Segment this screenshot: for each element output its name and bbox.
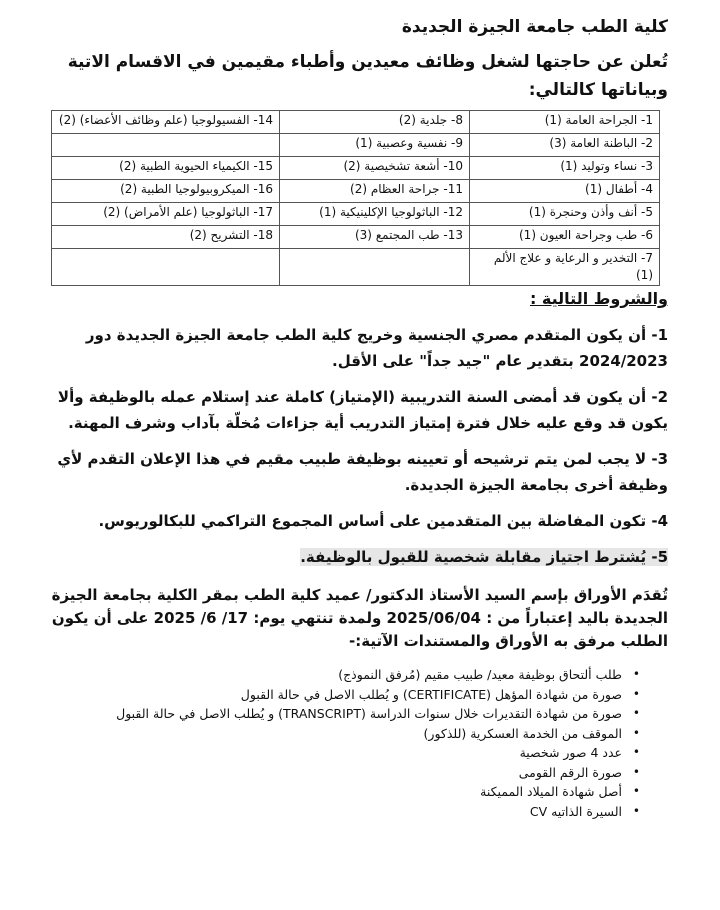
list-item-text: طلب ألتحاق بوظيفة معيد/ طبيب مقيم (مُرفق النموذج) bbox=[338, 667, 622, 682]
bullet-icon: • bbox=[632, 686, 640, 701]
condition-item: 3- لا يجب لمن يتم ترشيحه أو تعيينه بوظيفة طبيب مقيم في هذا الإعلان التقدم لأي وظيفة أخرى بجامعة الجيزة الجديدة. bbox=[57, 450, 668, 494]
table-cell bbox=[52, 134, 280, 157]
bullet-icon: • bbox=[632, 803, 640, 818]
conditions-heading: والشروط التالية : bbox=[529, 289, 668, 308]
table-cell: 12- الباثولوجيا الإكلينيكية (1) bbox=[280, 203, 470, 226]
list-item bbox=[48, 743, 640, 763]
table-row bbox=[52, 180, 660, 203]
table-cell: 13- طب المجتمع (3) bbox=[280, 226, 470, 249]
list-item bbox=[48, 704, 640, 724]
list-item bbox=[48, 685, 640, 705]
condition-highlight: 5- يُشترط اجتياز مقابلة شخصية للقبول بالوظيفة. bbox=[300, 548, 668, 566]
list-item bbox=[48, 782, 640, 802]
table-cell: 9- نفسية وعصبية (1) bbox=[280, 134, 470, 157]
table-cell: 8- جلدية (2) bbox=[280, 111, 470, 134]
list-item-text: صورة من شهادة المؤهل (CERTIFICATE) و يُطلب الاصل في حالة القبول bbox=[240, 686, 622, 702]
list-item bbox=[48, 763, 640, 783]
table-cell: 15- الكيمياء الحيوية الطبية (2) bbox=[52, 157, 280, 180]
required-documents-list bbox=[48, 665, 668, 821]
table-cell: 4- أطفال (1) bbox=[470, 180, 660, 203]
list-item-text: صورة الرقم القومى bbox=[518, 764, 622, 780]
condition-item: 1- أن يكون المتقدم مصري الجنسية وخريج كلية الطب جامعة الجيزة الجديدة دور 2024/2023 بتقدير عام "جيد جداً" على الأقل. bbox=[85, 326, 668, 370]
list-item bbox=[48, 724, 640, 744]
announcement-intro: تُعلن عن حاجتها لشغل وظائف معيدين وأطباء مقيمين في الاقسام الاتية وبياناتها كالتالي: bbox=[67, 52, 668, 100]
table-row bbox=[52, 157, 660, 180]
condition-item bbox=[48, 544, 668, 570]
table-row bbox=[52, 226, 660, 249]
table-cell: 16- الميكروبيولوجيا الطبية (2) bbox=[52, 180, 280, 203]
list-item-text: صورة من شهادة التقديرات خلال سنوات الدراسة (TRANSCRIPT) و يُطلب الاصل في حالة القبول bbox=[116, 706, 622, 721]
bullet-icon: • bbox=[632, 745, 640, 759]
table-cell: 5- أنف وأذن وحنجرة (1) bbox=[470, 203, 660, 226]
table-cell: 1- الجراحة العامة (1) bbox=[470, 111, 660, 134]
table-cell: 6- طب وجراحة العيون (1) bbox=[470, 226, 660, 249]
bullet-icon: • bbox=[632, 784, 640, 798]
table-cell: 17- الباثولوجيا (علم الأمراض) (2) bbox=[52, 203, 280, 226]
table-cell: 3- نساء وتوليد (1) bbox=[470, 157, 660, 180]
table-cell: 10- أشعة تشخيصية (2) bbox=[280, 157, 470, 180]
list-item bbox=[48, 802, 640, 822]
table-cell: 14- الفسيولوجيا (علم وظائف الأعضاء) (2) bbox=[52, 111, 280, 134]
bullet-icon: • bbox=[632, 725, 640, 740]
bullet-icon: • bbox=[632, 667, 640, 681]
bullet-icon: • bbox=[632, 706, 640, 720]
list-item bbox=[48, 665, 640, 685]
table-row bbox=[52, 203, 660, 226]
table-row bbox=[52, 134, 660, 157]
table-cell: 18- التشريح (2) bbox=[52, 226, 280, 249]
table-cell: 11- جراحة العظام (2) bbox=[280, 180, 470, 203]
submission-paragraph: تُقدَم الأوراق بإسم السيد الأستاذ الدكتور/ عميد كلية الطب بمقر الكلية بجامعة الجيزة الجديدة باليد إعتباراً من : 2025/06/04 ولمدة تنتهي يوم: 17/ 6/ 2025 على أن يكون الطلب مرفق به الأوراق والمستندات الآتية:- bbox=[51, 586, 668, 650]
list-item-text: الموقف من الخدمة العسكرية (للذكور) bbox=[423, 725, 622, 741]
departments-table bbox=[51, 110, 660, 286]
condition-item: 4- تكون المفاضلة بين المتقدمين على أساس المجموع التراكمي للبكالوريوس. bbox=[98, 512, 668, 530]
condition-item: 2- أن يكون قد أمضى السنة التدريبية (الإمتياز) كاملة عند إستلام عمله بالوظيفة وألا يكون قد وقع عليه خلال فترة إمتياز التدريب أية جزاءات مُخلّة بآداب وشرف المهنة. bbox=[57, 388, 668, 432]
table-cell: 7- التخدير و الرعاية و علاج الألم (1) bbox=[470, 249, 660, 286]
bullet-icon: • bbox=[632, 764, 640, 779]
table-cell bbox=[280, 249, 470, 286]
list-item-text: السيرة الذاتيه CV bbox=[529, 803, 622, 819]
table-row bbox=[52, 111, 660, 134]
table-cell bbox=[52, 249, 280, 286]
table-cell: 2- الباطنة العامة (3) bbox=[470, 134, 660, 157]
faculty-title: كلية الطب جامعة الجيزة الجديدة bbox=[401, 17, 668, 37]
table-row bbox=[52, 249, 660, 286]
list-item-text: عدد 4 صور شخصية bbox=[519, 745, 622, 760]
list-item-text: أصل شهادة الميلاد المميكنة bbox=[480, 784, 622, 799]
